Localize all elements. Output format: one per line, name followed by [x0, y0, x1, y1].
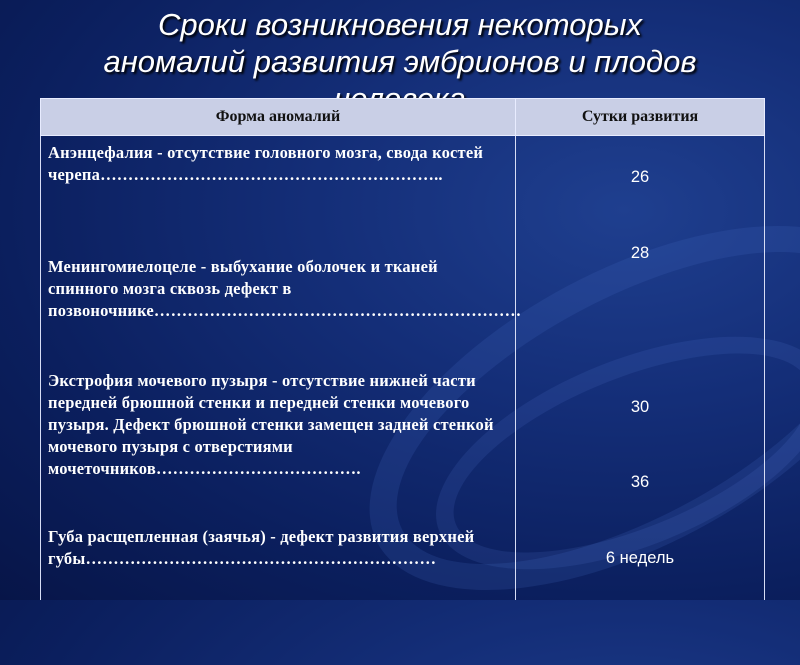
day-value: 28	[630, 244, 650, 262]
day-value: 36	[630, 473, 650, 491]
table-header-row	[41, 99, 765, 136]
title-line: аномалий развития эмбрионов и плодов	[103, 44, 697, 79]
anomaly-anencephaly: Анэнцефалия - отсутствие головного мозга, свода костей черепа……………………………………………………..	[48, 143, 484, 184]
day-value: 30	[630, 398, 650, 416]
anomaly-cleft-lip: Губа расщепленная (заячья) - дефект развития верхней губы………………………………………………………	[48, 527, 475, 568]
anomaly-meningomyelocele: Менингомиелоцеле - выбухание оболочек и тканей спинного мозга сквозь дефект в позвоночнике…………………………………………………………	[48, 257, 522, 320]
day-value: 26	[630, 168, 650, 186]
anomalies-table	[40, 98, 765, 600]
table-row	[41, 136, 765, 601]
title-line: Сроки возникновения некоторых	[157, 7, 643, 42]
anomalies-cell	[41, 136, 522, 601]
header-anomaly-form: Форма аномалий	[41, 99, 516, 136]
day-value: 6 недель	[605, 549, 675, 567]
header-development-days: Сутки развития	[516, 99, 765, 136]
anomaly-bladder-exstrophy: Экстрофия мочевого пузыря - отсутствие нижней части передней брюшной стенки и передней стенки мочевого пузыря. Дефект брюшной стенки замещен задней стенкой мочевого пузыря с отверстиями мочеточников……………………………….	[48, 371, 494, 478]
days-cell	[516, 136, 765, 601]
